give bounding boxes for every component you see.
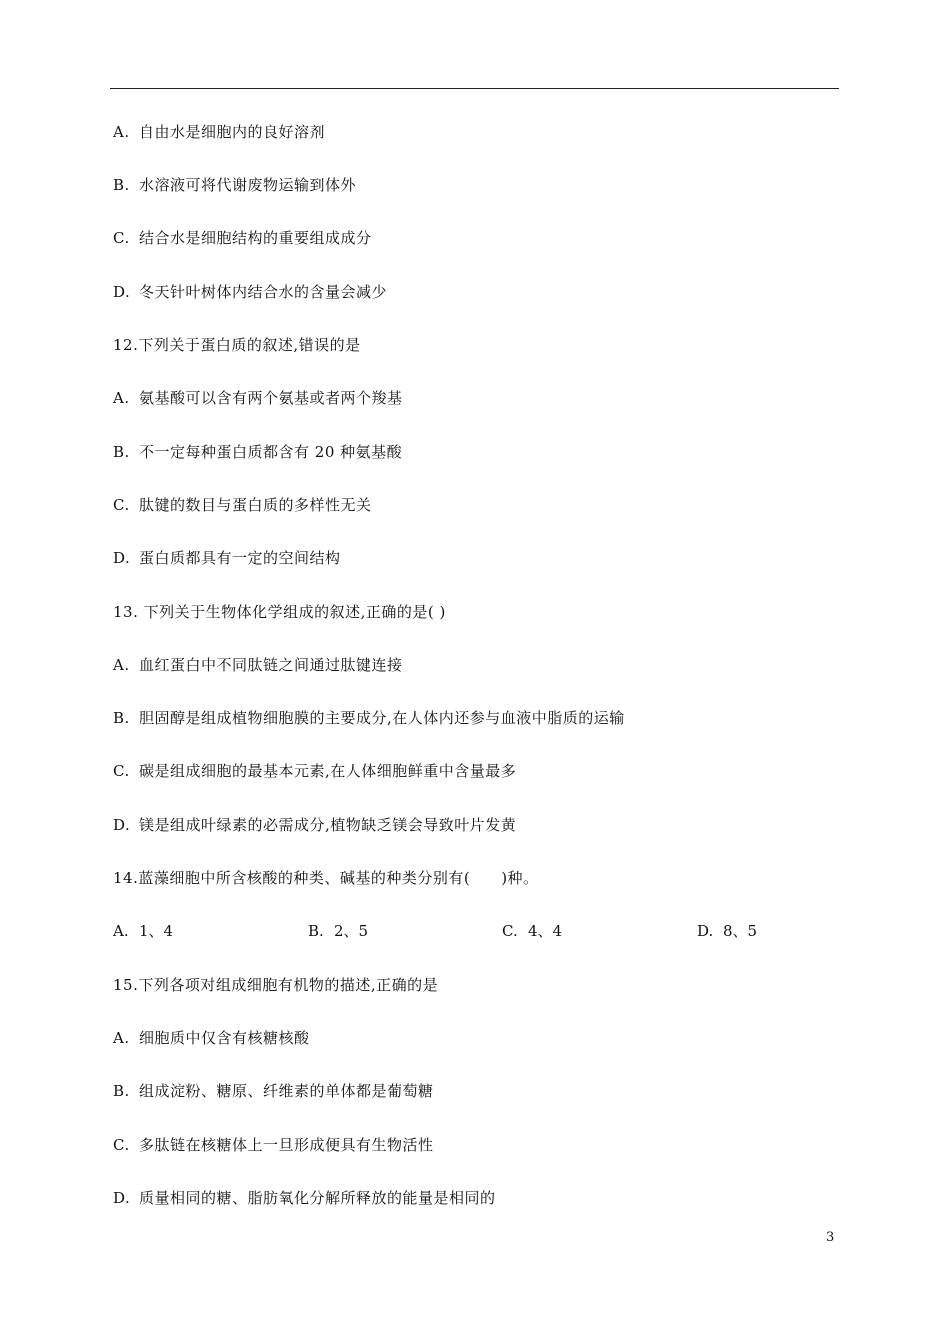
q15-option-b: B. 组成淀粉、糖原、纤维素的单体都是葡萄糖 [113,1082,434,1100]
q13-stem: 13. 下列关于生物体化学组成的叙述,正确的是( ) [113,603,446,621]
page-number: 3 [826,1230,835,1245]
q13-option-d: D. 镁是组成叶绿素的必需成分,植物缺乏镁会导致叶片发黄 [113,816,517,834]
q11-option-d: D. 冬天针叶树体内结合水的含量会减少 [113,283,388,301]
q15-option-a: A. 细胞质中仅含有核糖核酸 [113,1029,310,1047]
q14-option-c: C. 4、4 [502,922,563,940]
header-rule [110,88,839,89]
q13-option-c: C. 碳是组成细胞的最基本元素,在人体细胞鲜重中含量最多 [113,762,517,780]
q15-stem: 15.下列各项对组成细胞有机物的描述,正确的是 [113,976,439,994]
q13-option-a: A. 血红蛋白中不同肽链之间通过肽键连接 [113,656,403,674]
q11-option-b: B. 水溶液可将代谢废物运输到体外 [113,176,357,194]
q11-option-c: C. 结合水是细胞结构的重要组成成分 [113,229,372,247]
q12-option-a: A. 氨基酸可以含有两个氨基或者两个羧基 [113,389,403,407]
q14-option-d: D. 8、5 [697,922,758,940]
q12-stem: 12.下列关于蛋白质的叙述,错误的是 [113,336,361,354]
q12-option-d: D. 蛋白质都具有一定的空间结构 [113,549,341,567]
q15-option-d: D. 质量相同的糖、脂肪氧化分解所释放的能量是相同的 [113,1189,496,1207]
q11-option-a: A. 自由水是细胞内的良好溶剂 [113,123,326,141]
q15-option-c: C. 多肽链在核糖体上一旦形成便具有生物活性 [113,1136,434,1154]
q12-option-c: C. 肽键的数目与蛋白质的多样性无关 [113,496,372,514]
q14-option-b: B. 2、5 [308,922,369,940]
q12-option-b: B. 不一定每种蛋白质都含有 20 种氨基酸 [113,443,403,461]
q13-option-b: B. 胆固醇是组成植物细胞膜的主要成分,在人体内还参与血液中脂质的运输 [113,709,625,727]
q14-stem: 14.蓝藻细胞中所含核酸的种类、碱基的种类分别有( )种。 [113,869,539,887]
q14-option-a: A. 1、4 [113,922,174,940]
